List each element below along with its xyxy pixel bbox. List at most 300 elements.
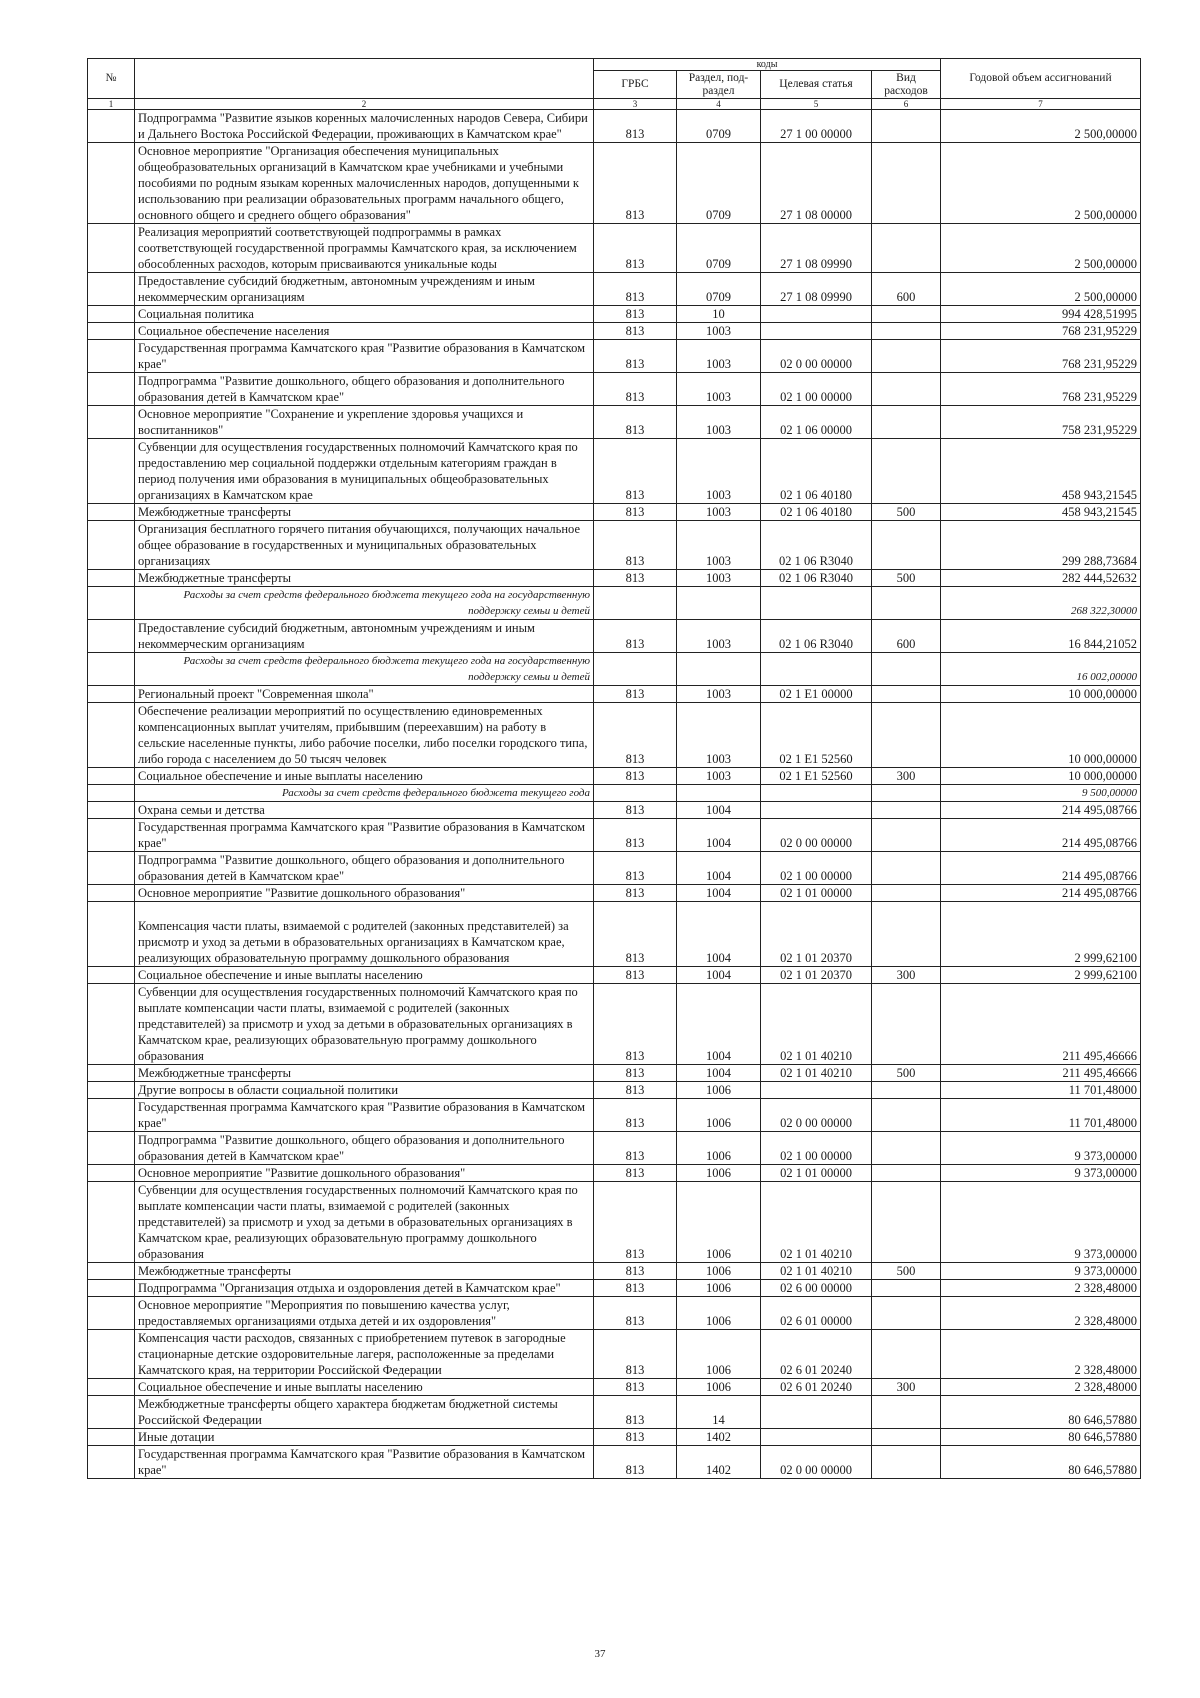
row-target-article: 02 6 01 20240	[761, 1379, 872, 1396]
row-amount: 10 000,00000	[941, 686, 1141, 703]
row-number	[88, 224, 135, 273]
row-razdel-code: 1003	[677, 620, 761, 653]
row-target-article: 27 1 00 00000	[761, 110, 872, 143]
table-row	[88, 323, 1141, 340]
row-number	[88, 1165, 135, 1182]
row-amount: 299 288,73684	[941, 521, 1141, 570]
row-razdel-code: 1003	[677, 439, 761, 504]
row-razdel-code: 1004	[677, 885, 761, 902]
row-grbs-code: 813	[594, 143, 677, 224]
row-grbs-code: 813	[594, 306, 677, 323]
row-number	[88, 306, 135, 323]
row-target-article: 02 1 00 00000	[761, 373, 872, 406]
row-number	[88, 504, 135, 521]
row-name: Социальная политика	[135, 306, 594, 323]
row-amount: 80 646,57880	[941, 1396, 1141, 1429]
row-expense-type	[872, 439, 941, 504]
row-name: Компенсация части расходов, связанных с приобретением путевок в загородные стационарные детские оздоровительные лагеря, расположенные за пределами Камчатского края, на территории Российской Федерации	[135, 1330, 594, 1379]
row-amount: 10 000,00000	[941, 703, 1141, 768]
row-name: Расходы за счет средств федерального бюджета текущего года на государственную поддержку семьи и детей	[135, 587, 594, 620]
row-expense-type	[872, 340, 941, 373]
table-body	[88, 110, 1141, 1479]
table-row	[88, 306, 1141, 323]
row-target-article: 02 6 01 20240	[761, 1330, 872, 1379]
row-name: Субвенции для осуществления государственных полномочий Камчатского края по выплате компенсации части платы, взимаемой с родителей (законных представителей) за присмотр и уход за детьми в образовательных организациях в Камчатском крае, реализующих образовательную программу дошкольного образования	[135, 984, 594, 1065]
row-target-article	[761, 653, 872, 686]
row-amount: 2 500,00000	[941, 110, 1141, 143]
table-row	[88, 686, 1141, 703]
table-row	[88, 1429, 1141, 1446]
row-razdel-code: 1003	[677, 504, 761, 521]
row-name: Предоставление субсидий бюджетным, автономным учреждениям и иным некоммерческим организациям	[135, 273, 594, 306]
row-expense-type	[872, 224, 941, 273]
row-expense-type: 300	[872, 768, 941, 785]
row-name: Межбюджетные трансферты общего характера бюджетам бюджетной системы Российской Федерации	[135, 1396, 594, 1429]
row-amount: 2 500,00000	[941, 224, 1141, 273]
row-name: Социальное обеспечение и иные выплаты населению	[135, 1379, 594, 1396]
table-row	[88, 224, 1141, 273]
row-target-article: 02 1 01 00000	[761, 1165, 872, 1182]
row-target-article: 02 1 01 20370	[761, 902, 872, 967]
row-number	[88, 406, 135, 439]
row-target-article	[761, 587, 872, 620]
header-razdel: Раздел, под-раздел	[677, 71, 761, 99]
row-target-article: 02 0 00 00000	[761, 1099, 872, 1132]
row-name: Подпрограмма "Развитие языков коренных малочисленных народов Севера, Сибири и Дальнего Востока Российской Федерации, проживающих в Камчатском крае"	[135, 110, 594, 143]
row-target-article	[761, 785, 872, 802]
row-name: Подпрограмма "Развитие дошкольного, общего образования и дополнительного образования детей в Камчатском крае"	[135, 852, 594, 885]
row-target-article: 02 1 00 00000	[761, 1132, 872, 1165]
row-number	[88, 885, 135, 902]
row-expense-type	[872, 406, 941, 439]
row-name: Подпрограмма "Развитие дошкольного, общего образования и дополнительного образования детей в Камчатском крае"	[135, 373, 594, 406]
row-target-article	[761, 323, 872, 340]
row-name: Подпрограмма "Организация отдыха и оздоровления детей в Камчатском крае"	[135, 1280, 594, 1297]
row-razdel-code: 1006	[677, 1182, 761, 1263]
row-number	[88, 1280, 135, 1297]
row-name: Расходы за счет средств федерального бюджета текущего года	[135, 785, 594, 802]
row-target-article	[761, 1429, 872, 1446]
row-razdel-code: 1006	[677, 1263, 761, 1280]
row-razdel-code: 1003	[677, 686, 761, 703]
row-grbs-code: 813	[594, 521, 677, 570]
row-grbs-code: 813	[594, 1099, 677, 1132]
row-number	[88, 273, 135, 306]
row-number	[88, 143, 135, 224]
row-number	[88, 686, 135, 703]
table-row	[88, 570, 1141, 587]
column-number: 2	[135, 99, 594, 110]
row-expense-type	[872, 1429, 941, 1446]
row-grbs-code: 813	[594, 1330, 677, 1379]
row-expense-type: 500	[872, 504, 941, 521]
row-grbs-code: 813	[594, 570, 677, 587]
row-amount: 268 322,30000	[941, 587, 1141, 620]
row-name: Основное мероприятие "Развитие дошкольного образования"	[135, 885, 594, 902]
row-amount: 458 943,21545	[941, 439, 1141, 504]
table-row	[88, 1263, 1141, 1280]
row-amount: 9 373,00000	[941, 1263, 1141, 1280]
row-grbs-code	[594, 587, 677, 620]
row-grbs-code: 813	[594, 620, 677, 653]
row-number	[88, 570, 135, 587]
row-expense-type	[872, 1297, 941, 1330]
row-number	[88, 1330, 135, 1379]
row-grbs-code: 813	[594, 1132, 677, 1165]
row-razdel-code: 1006	[677, 1099, 761, 1132]
row-razdel-code: 1006	[677, 1280, 761, 1297]
row-target-article: 02 1 01 40210	[761, 984, 872, 1065]
row-target-article: 02 1 E1 00000	[761, 686, 872, 703]
row-amount: 214 495,08766	[941, 852, 1141, 885]
table-row	[88, 439, 1141, 504]
row-amount: 10 000,00000	[941, 768, 1141, 785]
row-target-article: 02 1 06 40180	[761, 439, 872, 504]
row-grbs-code: 813	[594, 224, 677, 273]
row-amount: 214 495,08766	[941, 885, 1141, 902]
row-grbs-code: 813	[594, 852, 677, 885]
row-target-article	[761, 802, 872, 819]
row-name: Компенсация части платы, взимаемой с родителей (законных представителей) за присмотр и уход за детьми в образовательных организациях в Камчатском крае, реализующих образовательную программу дошкольного образования	[135, 902, 594, 967]
row-grbs-code	[594, 653, 677, 686]
row-name: Реализация мероприятий соответствующей подпрограммы в рамках соответствующей государственной программы Камчатского края, за исключением обособленных расходов, которым присваиваются уникальные коды	[135, 224, 594, 273]
row-amount: 282 444,52632	[941, 570, 1141, 587]
row-expense-type: 600	[872, 620, 941, 653]
row-grbs-code: 813	[594, 1065, 677, 1082]
table-row	[88, 1280, 1141, 1297]
row-expense-type	[872, 819, 941, 852]
row-amount: 2 328,48000	[941, 1280, 1141, 1297]
row-razdel-code: 1004	[677, 902, 761, 967]
table-row	[88, 1082, 1141, 1099]
row-target-article: 02 0 00 00000	[761, 340, 872, 373]
table-row	[88, 143, 1141, 224]
row-expense-type	[872, 902, 941, 967]
row-amount: 9 500,00000	[941, 785, 1141, 802]
row-amount: 768 231,95229	[941, 340, 1141, 373]
row-name: Субвенции для осуществления государственных полномочий Камчатского края по выплате компенсации части платы, взимаемой с родителей (законных представителей) за присмотр и уход за детьми в образовательных организациях в Камчатском крае, реализующих образовательную программу дошкольного образования	[135, 1182, 594, 1263]
table-row	[88, 1182, 1141, 1263]
row-expense-type	[872, 587, 941, 620]
row-grbs-code: 813	[594, 967, 677, 984]
row-name: Основное мероприятие "Мероприятия по повышению качества услуг, предоставляемых организациями отдыха детей и их оздоровления"	[135, 1297, 594, 1330]
row-grbs-code: 813	[594, 273, 677, 306]
row-grbs-code: 813	[594, 1446, 677, 1479]
row-expense-type	[872, 885, 941, 902]
row-expense-type	[872, 802, 941, 819]
row-number	[88, 1297, 135, 1330]
row-name: Другие вопросы в области социальной политики	[135, 1082, 594, 1099]
row-name: Межбюджетные трансферты	[135, 570, 594, 587]
row-target-article: 02 6 00 00000	[761, 1280, 872, 1297]
row-target-article: 27 1 08 00000	[761, 143, 872, 224]
row-grbs-code: 813	[594, 439, 677, 504]
row-name: Охрана семьи и детства	[135, 802, 594, 819]
row-number	[88, 819, 135, 852]
row-target-article: 02 1 E1 52560	[761, 703, 872, 768]
row-target-article: 02 1 01 40210	[761, 1263, 872, 1280]
table-note-row	[88, 587, 1141, 620]
row-target-article: 02 1 01 00000	[761, 885, 872, 902]
row-razdel-code: 1402	[677, 1429, 761, 1446]
row-razdel-code: 10	[677, 306, 761, 323]
row-name: Межбюджетные трансферты	[135, 1065, 594, 1082]
row-name: Социальное обеспечение и иные выплаты населению	[135, 967, 594, 984]
row-name: Государственная программа Камчатского края "Развитие образования в Камчатском крае"	[135, 1099, 594, 1132]
row-grbs-code: 813	[594, 984, 677, 1065]
row-expense-type	[872, 373, 941, 406]
table-row	[88, 521, 1141, 570]
row-number	[88, 373, 135, 406]
column-number: 3	[594, 99, 677, 110]
row-target-article: 02 0 00 00000	[761, 819, 872, 852]
row-grbs-code: 813	[594, 504, 677, 521]
row-amount: 758 231,95229	[941, 406, 1141, 439]
row-amount: 994 428,51995	[941, 306, 1141, 323]
row-razdel-code: 1006	[677, 1297, 761, 1330]
budget-table	[87, 58, 1141, 1479]
table-row	[88, 902, 1141, 967]
table-row	[88, 1330, 1141, 1379]
row-target-article: 02 1 06 40180	[761, 504, 872, 521]
row-razdel-code: 1003	[677, 768, 761, 785]
row-amount: 2 328,48000	[941, 1297, 1141, 1330]
row-name: Государственная программа Камчатского края "Развитие образования в Камчатском крае"	[135, 1446, 594, 1479]
row-amount: 768 231,95229	[941, 373, 1141, 406]
row-name: Межбюджетные трансферты	[135, 1263, 594, 1280]
row-razdel-code: 1003	[677, 373, 761, 406]
row-amount: 2 999,62100	[941, 902, 1141, 967]
table-row	[88, 1396, 1141, 1429]
row-number	[88, 852, 135, 885]
row-name: Государственная программа Камчатского края "Развитие образования в Камчатском крае"	[135, 819, 594, 852]
table-row	[88, 373, 1141, 406]
row-grbs-code: 813	[594, 406, 677, 439]
row-amount: 80 646,57880	[941, 1446, 1141, 1479]
row-amount: 2 328,48000	[941, 1330, 1141, 1379]
row-number	[88, 1099, 135, 1132]
row-name: Основное мероприятие "Развитие дошкольного образования"	[135, 1165, 594, 1182]
row-expense-type: 500	[872, 570, 941, 587]
row-target-article: 02 1 01 40210	[761, 1065, 872, 1082]
row-name: Организация бесплатного горячего питания обучающихся, получающих начальное общее образование в государственных и муниципальных образовательных организациях	[135, 521, 594, 570]
header-vid: Вид расходов	[872, 71, 941, 99]
row-expense-type: 300	[872, 1379, 941, 1396]
row-target-article	[761, 306, 872, 323]
row-amount: 211 495,46666	[941, 1065, 1141, 1082]
row-grbs-code: 813	[594, 768, 677, 785]
table-row	[88, 1297, 1141, 1330]
header-codes-group: коды	[594, 59, 941, 71]
row-expense-type	[872, 1165, 941, 1182]
column-number: 1	[88, 99, 135, 110]
row-number	[88, 1132, 135, 1165]
row-name: Государственная программа Камчатского края "Развитие образования в Камчатском крае"	[135, 340, 594, 373]
row-razdel-code: 1004	[677, 819, 761, 852]
row-expense-type	[872, 1082, 941, 1099]
header-grbs: ГРБС	[594, 71, 677, 99]
table-header	[88, 59, 1141, 110]
row-number	[88, 1446, 135, 1479]
table-note-row	[88, 653, 1141, 686]
row-name: Субвенции для осуществления государственных полномочий Камчатского края по предоставлению мер социальной поддержки отдельным категориям граждан в период получения ими образования в муниципальных общеобразовательных организациях в Камчатском крае	[135, 439, 594, 504]
row-amount: 11 701,48000	[941, 1099, 1141, 1132]
row-number	[88, 967, 135, 984]
row-razdel-code	[677, 587, 761, 620]
table-row	[88, 819, 1141, 852]
row-expense-type	[872, 703, 941, 768]
row-razdel-code: 0709	[677, 273, 761, 306]
table-note-row	[88, 785, 1141, 802]
table-row	[88, 406, 1141, 439]
row-number	[88, 785, 135, 802]
row-amount: 9 373,00000	[941, 1132, 1141, 1165]
row-target-article: 02 6 01 00000	[761, 1297, 872, 1330]
row-expense-type	[872, 306, 941, 323]
row-razdel-code: 1006	[677, 1379, 761, 1396]
row-name: Основное мероприятие "Сохранение и укрепление здоровья учащихся и воспитанников"	[135, 406, 594, 439]
row-number	[88, 984, 135, 1065]
row-number	[88, 323, 135, 340]
row-grbs-code: 813	[594, 1429, 677, 1446]
row-target-article: 02 1 E1 52560	[761, 768, 872, 785]
row-razdel-code: 1003	[677, 703, 761, 768]
row-name: Межбюджетные трансферты	[135, 504, 594, 521]
row-razdel-code: 1003	[677, 570, 761, 587]
row-razdel-code	[677, 785, 761, 802]
row-expense-type: 300	[872, 967, 941, 984]
row-amount: 211 495,46666	[941, 984, 1141, 1065]
column-number: 5	[761, 99, 872, 110]
row-target-article: 02 0 00 00000	[761, 1446, 872, 1479]
row-razdel-code: 1003	[677, 323, 761, 340]
row-grbs-code: 813	[594, 802, 677, 819]
row-expense-type	[872, 1330, 941, 1379]
row-name: Региональный проект "Современная школа"	[135, 686, 594, 703]
row-razdel-code: 1003	[677, 521, 761, 570]
row-name: Социальное обеспечение населения	[135, 323, 594, 340]
row-target-article	[761, 1396, 872, 1429]
row-razdel-code: 1006	[677, 1082, 761, 1099]
row-amount: 458 943,21545	[941, 504, 1141, 521]
row-number	[88, 802, 135, 819]
table-row	[88, 1165, 1141, 1182]
row-amount: 2 999,62100	[941, 967, 1141, 984]
row-number	[88, 653, 135, 686]
row-grbs-code: 813	[594, 340, 677, 373]
row-amount: 2 500,00000	[941, 273, 1141, 306]
row-number	[88, 1396, 135, 1429]
table-row	[88, 504, 1141, 521]
row-amount: 214 495,08766	[941, 819, 1141, 852]
table-row	[88, 984, 1141, 1065]
row-name: Иные дотации	[135, 1429, 594, 1446]
table-row	[88, 885, 1141, 902]
row-grbs-code: 813	[594, 1379, 677, 1396]
row-razdel-code: 1006	[677, 1165, 761, 1182]
row-expense-type: 600	[872, 273, 941, 306]
row-number	[88, 620, 135, 653]
table-row	[88, 620, 1141, 653]
row-number	[88, 703, 135, 768]
table-row	[88, 802, 1141, 819]
row-number	[88, 1182, 135, 1263]
row-expense-type	[872, 110, 941, 143]
column-number: 4	[677, 99, 761, 110]
row-target-article: 02 1 06 R3040	[761, 521, 872, 570]
table-row	[88, 1379, 1141, 1396]
row-target-article: 27 1 08 09990	[761, 273, 872, 306]
row-expense-type	[872, 1182, 941, 1263]
table-row	[88, 703, 1141, 768]
row-amount: 16 844,21052	[941, 620, 1141, 653]
row-razdel-code: 1003	[677, 406, 761, 439]
row-razdel-code: 1004	[677, 802, 761, 819]
table-row	[88, 273, 1141, 306]
row-grbs-code: 813	[594, 373, 677, 406]
row-expense-type	[872, 686, 941, 703]
row-amount: 2 500,00000	[941, 143, 1141, 224]
row-grbs-code: 813	[594, 686, 677, 703]
row-expense-type	[872, 1099, 941, 1132]
row-razdel-code: 1004	[677, 984, 761, 1065]
row-amount: 768 231,95229	[941, 323, 1141, 340]
row-expense-type	[872, 1280, 941, 1297]
row-expense-type	[872, 1446, 941, 1479]
row-amount: 9 373,00000	[941, 1165, 1141, 1182]
row-name: Расходы за счет средств федерального бюджета текущего года на государственную поддержку семьи и детей	[135, 653, 594, 686]
row-number	[88, 1379, 135, 1396]
header-num: №	[88, 59, 135, 99]
row-amount: 214 495,08766	[941, 802, 1141, 819]
row-grbs-code: 813	[594, 1396, 677, 1429]
column-number: 7	[941, 99, 1141, 110]
row-expense-type	[872, 143, 941, 224]
row-target-article: 02 1 06 00000	[761, 406, 872, 439]
row-number	[88, 1429, 135, 1446]
row-expense-type: 500	[872, 1065, 941, 1082]
row-grbs-code: 813	[594, 819, 677, 852]
row-expense-type	[872, 1396, 941, 1429]
row-amount: 2 328,48000	[941, 1379, 1141, 1396]
row-expense-type	[872, 521, 941, 570]
row-expense-type	[872, 785, 941, 802]
row-target-article: 27 1 08 09990	[761, 224, 872, 273]
row-grbs-code	[594, 785, 677, 802]
row-grbs-code: 813	[594, 1263, 677, 1280]
row-number	[88, 340, 135, 373]
row-razdel-code: 1006	[677, 1330, 761, 1379]
row-number	[88, 1065, 135, 1082]
row-razdel-code: 1004	[677, 852, 761, 885]
row-razdel-code: 1006	[677, 1132, 761, 1165]
row-name: Основное мероприятие "Организация обеспечения муниципальных общеобразовательных организаций в Камчатском крае учебниками и учебными пособиями по родным языкам коренных малочисленных народов, допущенными к использованию при реализации образовательных программ начального общего, основного общего и среднего общего образования"	[135, 143, 594, 224]
table-row	[88, 340, 1141, 373]
row-expense-type: 500	[872, 1263, 941, 1280]
row-grbs-code: 813	[594, 1280, 677, 1297]
row-razdel-code: 1004	[677, 967, 761, 984]
table-row	[88, 967, 1141, 984]
row-expense-type	[872, 852, 941, 885]
table-row	[88, 1065, 1141, 1082]
row-expense-type	[872, 653, 941, 686]
table-row	[88, 852, 1141, 885]
row-name: Социальное обеспечение и иные выплаты населению	[135, 768, 594, 785]
row-razdel-code: 1004	[677, 1065, 761, 1082]
row-razdel-code: 0709	[677, 110, 761, 143]
table-row	[88, 110, 1141, 143]
row-target-article	[761, 1082, 872, 1099]
